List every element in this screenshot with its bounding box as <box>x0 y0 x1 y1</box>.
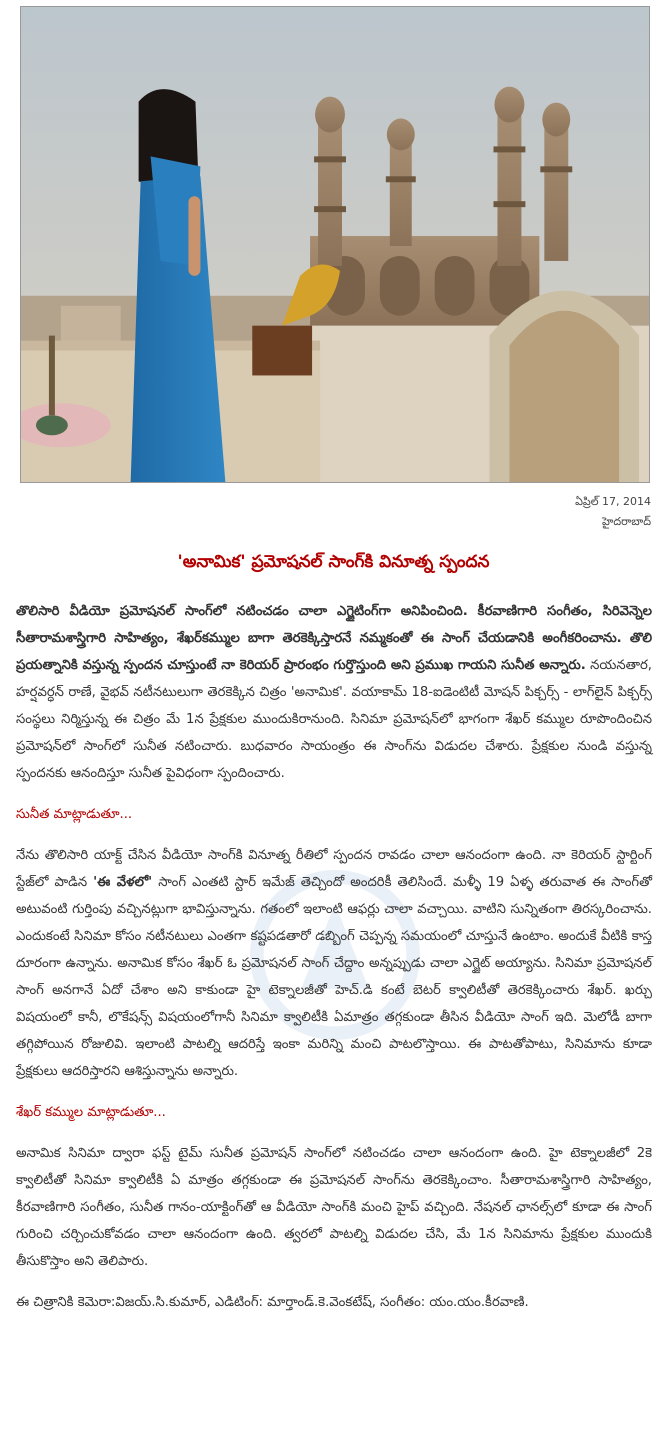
article-headline: 'అనామిక' ప్రమోషనల్ సాంగ్‌కి వినూత్న స్పందన <box>177 552 490 572</box>
article-meta <box>575 492 651 532</box>
paragraph-sunitha <box>16 842 652 1085</box>
paragraph-sekhar: అనామిక సినిమా ద్వారా ఫస్ట్ టైమ్ సునీత ప్రమోషన్ సాంగ్‌లో నటించడం చాలా ఆనందంగా ఉంది. హై టెక్నాలజీలో 2కె క్వాలిటీతో సినిమా క్వాలిటీకి ఏ మాత్రం తగ్గకుండా ఈ ప్రమోషనల్ సాంగ్‌ను తెరకెక్కించాం. సీతారామశాస్త్రిగారి సాహిత్యం, కీరవాణిగారి సంగీతం, సునీత గానం-యాక్టింగ్‌తో ఆ వీడియో సాంగ్‌కి మంచి హైప్ వచ్చింది. నేషనల్ ఛానల్స్‌లో కూడా ఈ సాంగ్ గురించి చర్చించుకోవడం చాలా ఆనందంగా ఉంది. త్వరలో పాటల్ని విడుదల చేసి, మే 1న సినిమాను ప్రేక్షకుల ముందుకి తీసుకొస్తాం అని తెలిపారు. <box>16 1146 652 1269</box>
lead-text: నయనతార, హర్షవర్ధన్ రాణే, వైభవ్ నటీనటులుగా తెరకెక్కిన చిత్రం 'అనామిక'. వయాకామ్ 18-ఐడెంటిటీ మోషన్ పిక్చర్స్ - లాగ్‌లైన్ పిక్చర్స్ సంస్థలు నిర్మిస్తున్న ఈ చిత్రం మే 1న ప్రేక్షకుల ముందుకిరానుంది. సినిమా ప్రమోషన్‌లో భాగంగా శేఖర్ కమ్ముల రూపొందించిన ప్రమోషన్‌లో సాంగ్‌లో సునీత నటించారు. బుధవారం సాయంత్రం ఈ సాంగ్‌ను విడుదల చేశారు. ప్రేక్షకుల నుండి వస్తున్న స్పందనకు ఆనందిస్తూ సునీత పైవిధంగా స్పందించారు. <box>16 658 653 781</box>
subheading-sekhar: శేఖర్ కమ్ముల మాట్లాడుతూ... <box>16 1105 166 1120</box>
photo-illustration <box>21 7 649 482</box>
lead-quote: తొలిసారి వీడియో ప్రమోషనల్ సాంగ్‌లో నటించడం చాలా ఎగ్జైటింగ్‌గా అనిపించింది. కీరవాణిగారి సంగీతం, సిరివెన్నెల సీతారామశాస్త్రిగారి సాహిత్యం, శేఖర్‌కమ్ముల బాగా తెరకెక్కిస్తారనే నమ్మకంతో ఈ సాంగ్ చేయడానికి అంగీకరించాను. తొలి ప్రయత్నానికి వస్తున్న స్పందన చూస్తుంటే నా కెరియర్ ప్రారంభం గుర్తొస్తుంది అని ప్రముఖ గాయని సునీత అన్నారు. <box>16 604 652 673</box>
article-place: హైదరాబాద్ <box>602 515 651 528</box>
paragraph-sunitha-part-a: నేను తొలిసారి యాక్ట్ చేసిన వీడియో సాంగ్‌కి వినూత్న రీతిలో స్పందన రావడం చాలా ఆనందంగా ఉంది. నా కెరియర్ స్టార్టింగ్ స్టేజ్‌లో పాడిన <box>16 848 652 890</box>
article-photo <box>20 6 650 483</box>
article-body <box>16 598 652 1330</box>
subheading-sunitha: సునీత మాట్లాడుతూ... <box>16 807 133 822</box>
lead-paragraph <box>16 598 652 787</box>
credits-line: ఈ చిత్రానికి కెమెరా:విజయ్.సి.కుమార్, ఎడిటింగ్: మార్తాండ్.కె.వెంకటేష్, సంగీతం: యం.యం.కీరవాణి. <box>16 1295 529 1310</box>
song-title: 'ఈ వేళలో' <box>93 875 153 890</box>
article-date: ఏప్రిల్ 17, 2014 <box>575 495 651 508</box>
paragraph-sunitha-part-b: సాంగ్ ఎంతటి స్టార్ ఇమేజ్ తెచ్చిందో అందరికీ తెలిసిందే. మళ్ళీ 19 ఏళ్ళ తరువాత ఈ సాంగ్‌తో అటువంటి గుర్తింపు వచ్చినట్లుగా భావిస్తున్నాను. గతంలో ఇలాంటి ఆఫర్లు చాలా వచ్చాయి. వాటిని సున్నితంగా తిరస్కరించాను. ఎందుకంటే సినిమా కోసం నటీనటులు ఎంతగా కష్టపడతారో డబ్బింగ్ చెప్పన్న సమయంలో చూస్తునే ఉంటాం. అందుకే వీటికి కాస్త దూరంగా ఉన్నాను. అనామిక కోసం శేఖర్ ఓ ప్రమోషనల్ సాంగ్ చేద్దాం అన్నప్పుడు చాలా ఎగ్జైట్ అయ్యాను. సినిమా ప్రమోషనల్ సాంగ్ అనగానే ఏదో చేశాం అని కాకుండా హై టెక్నాలజీతో హెచ్.డి కంటే బెటర్ క్వాలిటీతో తెరకెక్కించారు శేఖర్. ఖర్చు విషయంలో కానీ, లొకేషన్స్ విషయంలోగానీ సినిమా క్వాలిటీకి ఏమాత్రం తగ్గకుండా తీసిన వీడియో సాంగ్ ఇది. మెలోడీ బాగా తగ్గిపోయిన రోజులివి. ఇలాంటి పాటల్ని ఆదరిస్తే ఇంకా మరిన్ని మంచి పాటలొస్తాయి. ఈ పాటతోపాటు, సినిమాను కూడా ప్రేక్షకులు ఆదరిస్తారని ఆశిస్తున్నాను అన్నారు. <box>16 875 652 1079</box>
